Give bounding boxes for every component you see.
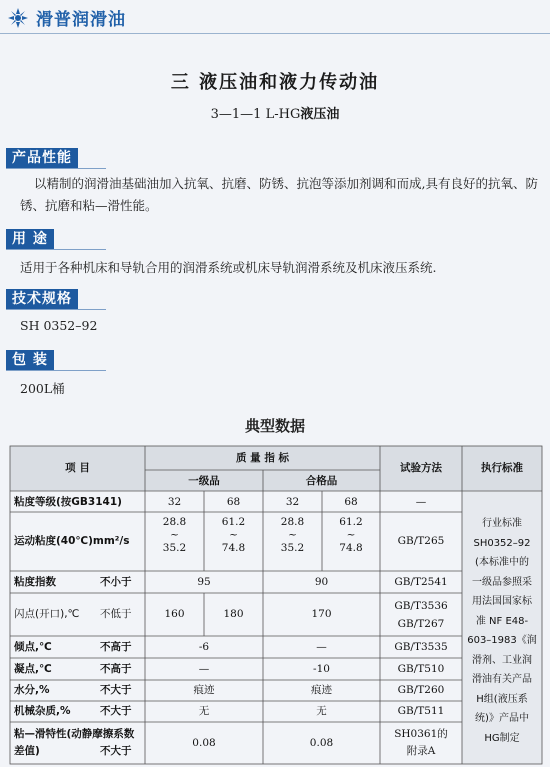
table-cell: 32 (167, 496, 182, 508)
row-label: 粘度指数 (14, 576, 56, 588)
standard-text: 行业标准 SH0352–92 (本标准中的 一级品参照采 用法国国家标 准 NF E48- 603–1983《润 滑剂、工业润 滑油有关产品 H组(液压系 统)》产品中 HG制定 (467, 518, 537, 744)
table-cell: 痕迹 (193, 684, 215, 696)
row-label: 倾点,℃ (14, 641, 52, 653)
table-cell: -10 (313, 663, 330, 675)
table-cell: 无 (316, 705, 327, 717)
table-cell: 160 (164, 608, 185, 620)
table-cell: 无 (198, 705, 210, 717)
section-heading-usage: 用 途 (6, 229, 54, 249)
section-heading-performance: 产品性能 (6, 148, 78, 168)
row-condition: 不低于 (100, 608, 132, 620)
row-label: 凝点,℃ (14, 663, 52, 675)
section-heading-spec: 技术规格 (6, 289, 78, 309)
packaging-text: 200L桶 (20, 381, 65, 396)
table-cell: 68 (226, 496, 241, 508)
table-cell: 痕迹 (311, 684, 332, 696)
row-label: 粘度等级(按GB3141) (14, 496, 122, 508)
table-cell: 170 (311, 608, 332, 620)
performance-text: 以精制的润滑油基础油加入抗氧、抗磨、防锈、抗泡等添加剂调和而成,具有良好的抗氧、防锈、抗磨和粘—滑性能。 (20, 176, 538, 213)
table-cell: GB/T3536 GB/T267 (394, 600, 448, 630)
table-cell: GB/T511 (397, 705, 445, 717)
table-cell: 68 (344, 496, 358, 508)
header-quality: 质 量 指 标 (236, 452, 289, 464)
header-item: 项 目 (65, 462, 90, 474)
row-condition: 不小于 (100, 576, 132, 588)
header-grade2: 合格品 (305, 475, 338, 487)
table-cell: -6 (198, 641, 210, 653)
row-condition: 不大于 (100, 684, 132, 696)
header-standard: 执行标准 (481, 462, 523, 474)
row-condition: 不高于 (100, 663, 132, 675)
table-cell: 28.8 ~ 35.2 (162, 516, 187, 554)
row-condition: 不大于 (100, 705, 132, 717)
table-cell: 90 (314, 576, 329, 588)
table-cell: 61.2 ~ 74.8 (339, 516, 363, 554)
table-cell: GB/T3535 (394, 641, 448, 653)
row-label: 粘—滑特性(动静摩擦系数差值) (14, 728, 135, 757)
table-cell: GB/T260 (397, 684, 445, 696)
header-method: 试验方法 (400, 462, 442, 474)
row-label: 机械杂质,% (14, 705, 71, 717)
table-cell: GB/T510 (397, 663, 445, 675)
table-cell: GB/T2541 (394, 576, 448, 588)
table-cell: GB/T265 (397, 535, 445, 547)
table-cell: — (415, 496, 427, 508)
row-condition: 不高于 (100, 641, 132, 653)
brand-name: 滑普润滑油 (36, 10, 126, 30)
table-title: 典型数据 (244, 417, 305, 435)
row-label: 运动粘度(40℃)mm²/s (14, 535, 130, 547)
table-cell: 61.2 ~ 74.8 (221, 516, 246, 554)
product-code: 3—1—1 L-HG (210, 107, 301, 122)
spec-text: SH 0352–92 (20, 318, 98, 333)
table-cell: 0.08 (309, 737, 334, 749)
table-cell: 28.8 ~ 35.2 (280, 516, 305, 554)
table-cell: 32 (285, 496, 300, 508)
table-cell: — (316, 641, 327, 653)
usage-text: 适用于各种机床和导轨合用的润滑系统或机床导轨润滑系统及机床液压系统. (20, 260, 437, 275)
product-name: 液压油 (300, 107, 340, 122)
page-title: 三 液压油和液力传动油 (170, 72, 380, 93)
row-condition: 不大于 (100, 745, 132, 757)
row-label: 闪点(开口),℃ (14, 608, 80, 620)
table-cell: SH0361的 附录A (394, 728, 448, 757)
table-cell: 0.08 (192, 737, 216, 749)
table-cell: 95 (197, 576, 211, 588)
row-label: 水分,% (14, 684, 50, 696)
table-cell: 180 (223, 608, 244, 620)
section-heading-packaging: 包 装 (6, 350, 54, 370)
header-grade1: 一级品 (188, 475, 220, 487)
table-cell: — (198, 663, 210, 675)
